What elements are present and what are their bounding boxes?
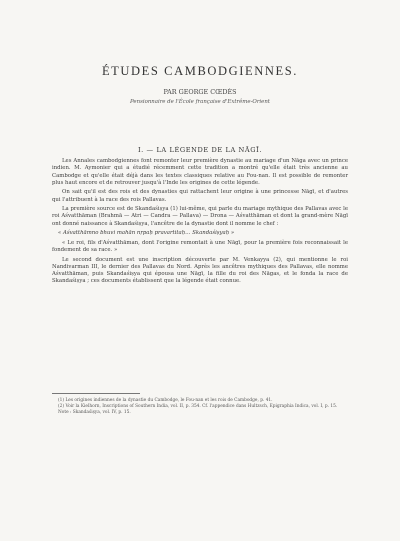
paragraph: Le second document est une inscription découverte par M. Venkayya (2), qui mentionne le roi Nandivarman III, le dernier des Pallavas du Nord. Après les ancêtres mythiques des Pallavas, elle nomme Aśvatthāman, puis Skandaśiṣya qui épousa une Nāgī, la fille du roi des Nāgas, et le fonda la race de Skandaśiṣya ; ces documents établissent que la légende était connue.: [52, 256, 348, 285]
section-heading: I. — LA LÉGENDE DE LA NĀGĪ.: [137, 146, 263, 154]
footnote-divider: [52, 393, 140, 394]
author-affiliation: Pensionnaire de l'École française d'Extrême-Orient: [130, 99, 270, 105]
paragraph: On sait qu'il est des rois et des dynasties qui rattachent leur origine à une princesse Nāgī, et d'autres qui l'attribuent à la race des rois Pallavas.: [52, 189, 348, 203]
quotation: « Aśvatthāmno bhuvi mahān nṛpaḥ pravartitaḥ… Skandaśiṣyaḥ »: [58, 230, 235, 237]
body-text: [52, 158, 348, 288]
paragraph: La première source est de Skandaśiṣya (1) lui-même, qui parle du mariage mythique des Pallavas avec le roi Aśvatthāman (Brahmā — Atri — Candra — Pallava) — Drona — Aśvatthāman et dont la grand-mère Nāgī ont donné naissance à Skandaśiṣya, l'ancêtre de la dynastie dont il nomme le chef :: [52, 206, 348, 227]
footnote: (1) Les origines indiennes de la dynastie du Cambodge, le Fou-nan et les rois de Cambodge, p. 41.: [58, 398, 273, 403]
paragraph: Les Annales cambodgiennes font remonter leur première dynastie au mariage d'un Nāga avec un prince indien. M. Aymonier qui a étudié récemment cette tradition a montré qu'elle était très ancienne au Cambodge et qu'elle était déjà dans les textes classiques relative au Fou-nan. Il est possible de remonter plus haut encore et de retrouver jusqu'à l'Inde les origines de cette légende.: [52, 158, 348, 186]
paragraph: « Le roi, fils d'Aśvatthāman, dont l'origine remontait à une Nāgī, pour la première fois reconnaissait le fondement de sa race. »: [52, 239, 348, 254]
footnotes: [52, 398, 348, 416]
footnote: Note : Skandaśiṣya, vol. IV, p. 15.: [58, 410, 131, 415]
footnote: (2) Voir la Kielhorn, Inscriptions of Southern India, vol. II, p. 354. Cf. l'appendice dans Hultzsch, Epigraphia Indica, vol. I, p. 15.: [58, 404, 338, 409]
article-title: ÉTUDES CAMBODGIENNES.: [101, 64, 299, 78]
author-byline: PAR GEORGE CŒDÈS: [163, 88, 237, 96]
